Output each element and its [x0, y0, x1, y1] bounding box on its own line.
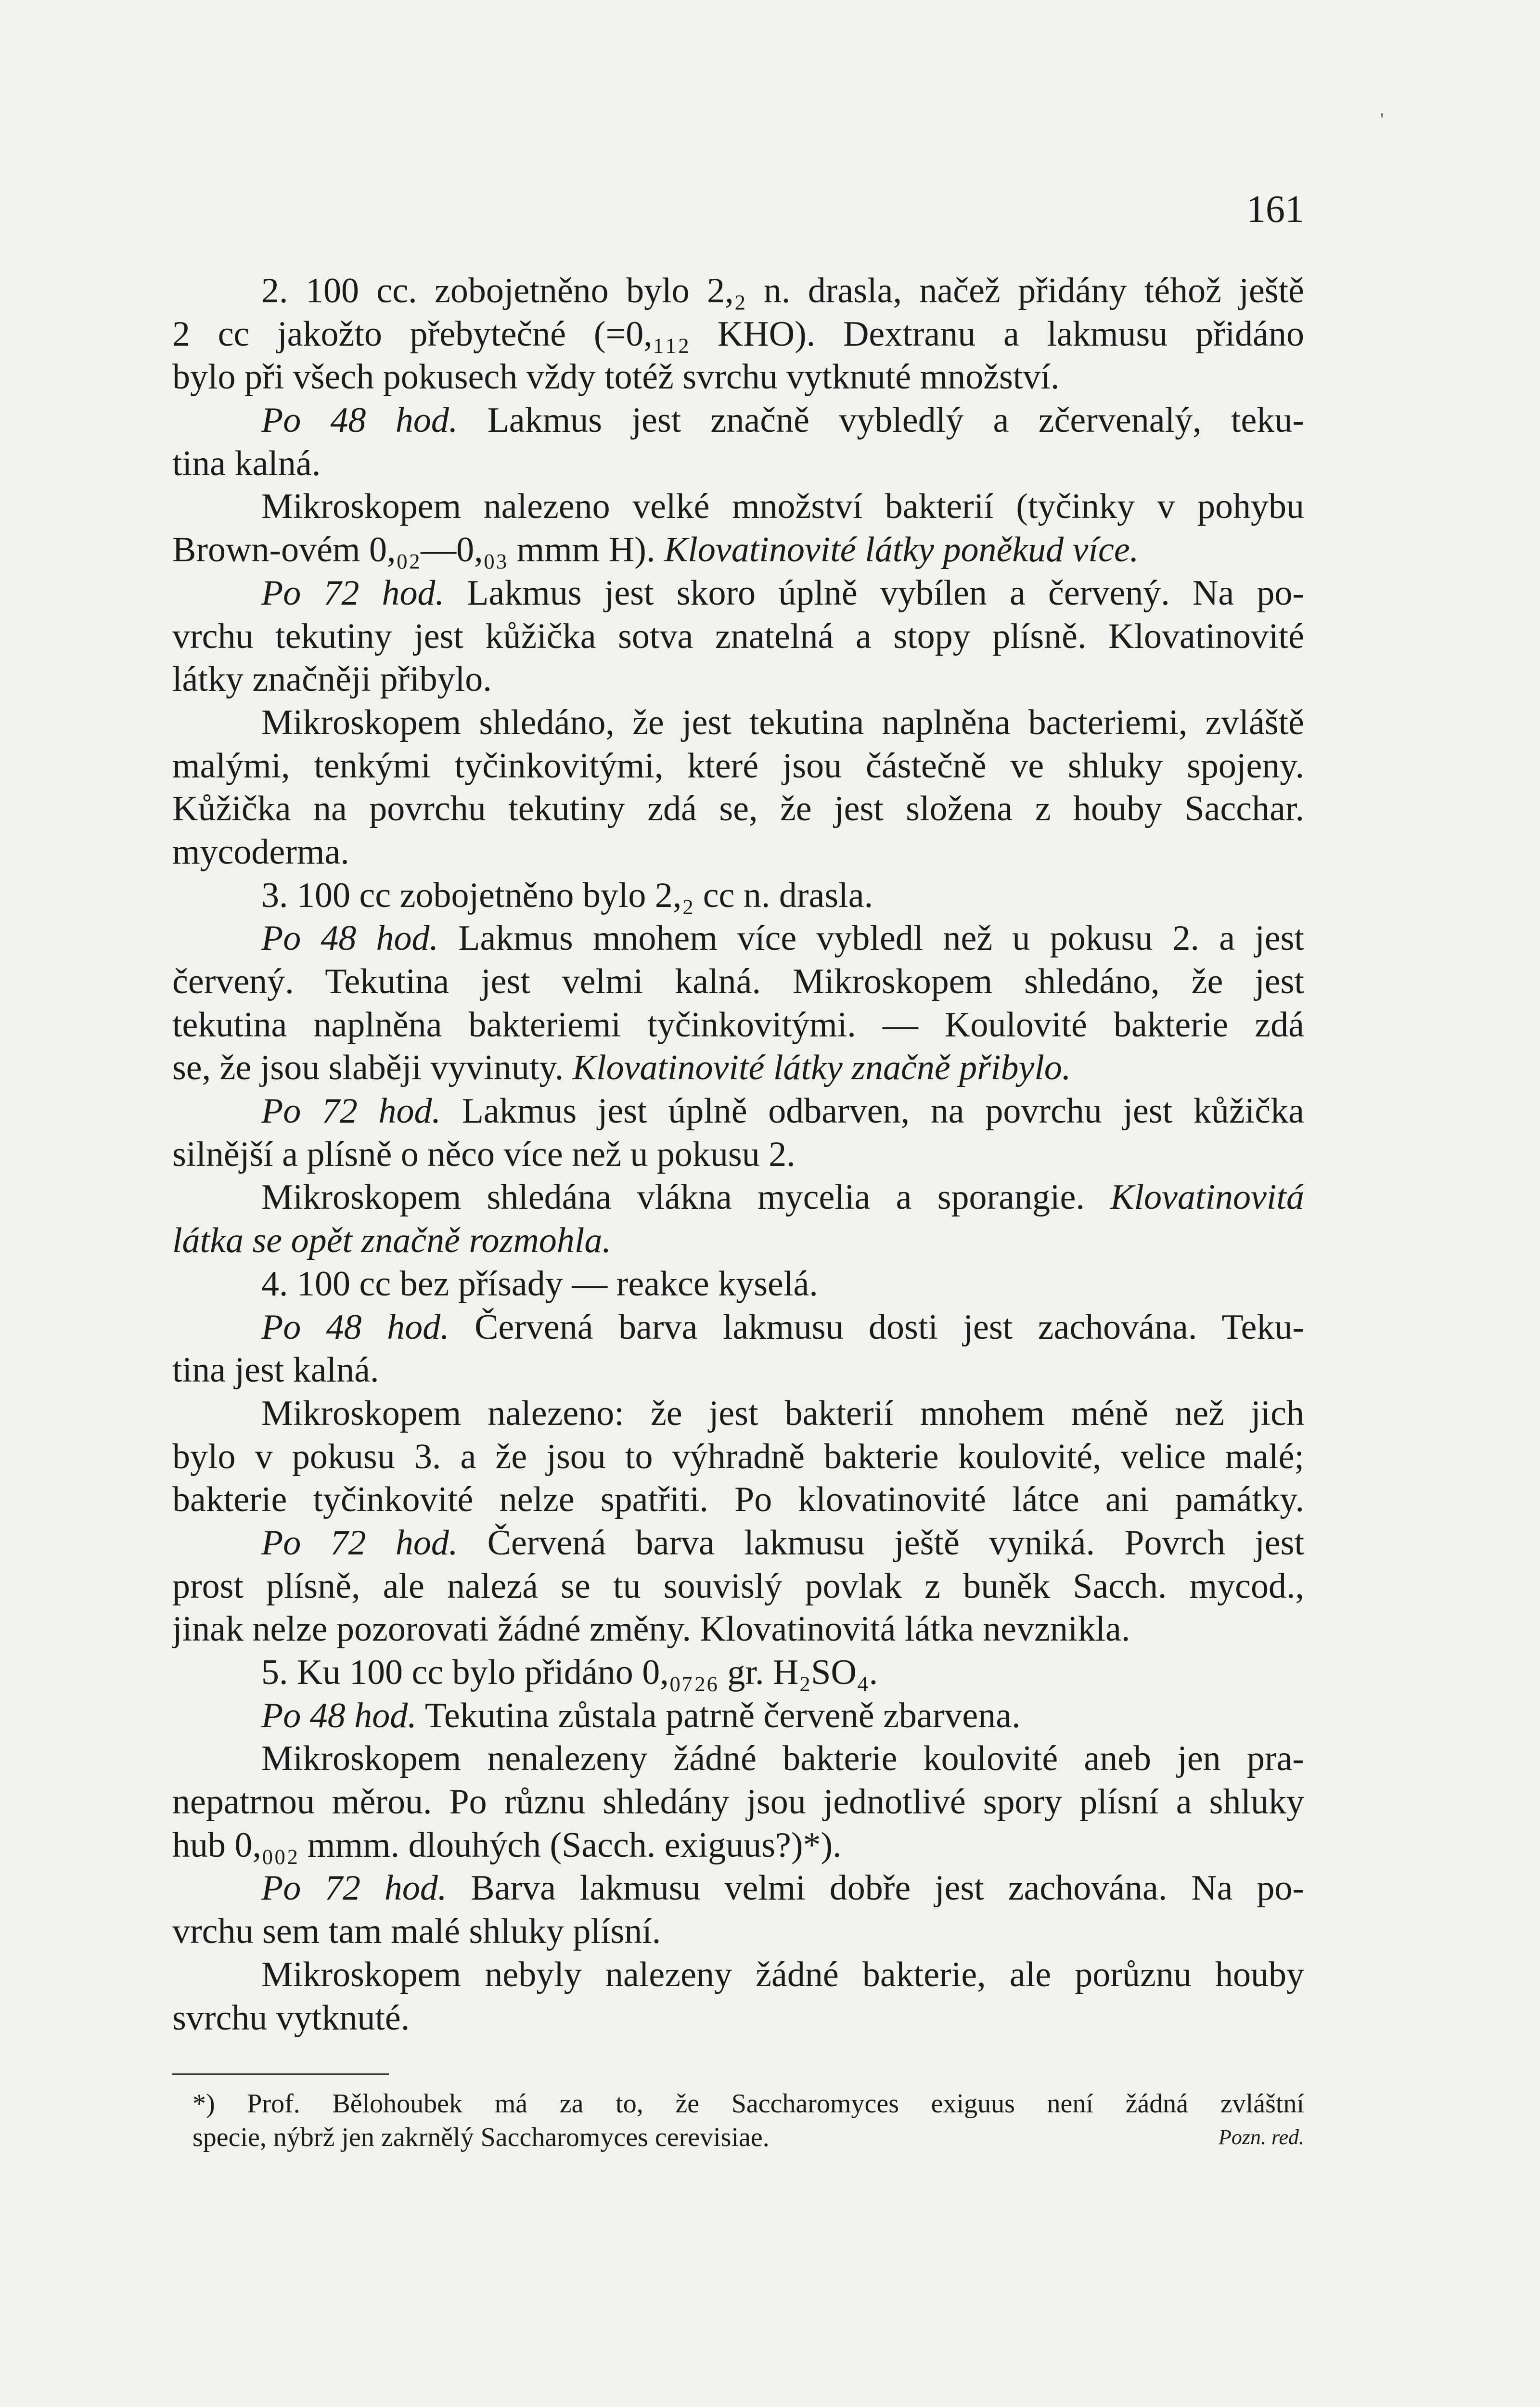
- text-line: mycoderma.: [172, 832, 349, 872]
- text-line: vrchu tekutiny jest kůžička sotva znatelná a stopy plísně. Klovatinovité: [172, 616, 1304, 656]
- text-line: 2 cc jakožto přebytečné (=0,₁₁₂ KHO). Dextranu a lakmusu přidáno: [172, 314, 1304, 354]
- text-line: 4. 100 cc bez přísady — reakce kyselá.: [261, 1264, 818, 1304]
- text-line: Po 72 hod. Lakmus jest úplně odbarven, na povrchu jest kůžička: [261, 1091, 1304, 1131]
- text-line: vrchu sem tam malé shluky plísní.: [172, 1912, 661, 1952]
- text-line: svrchu vytknuté.: [172, 1998, 410, 2038]
- italic-run: Po 48 hod.: [261, 919, 439, 958]
- text-line: Po 48 hod. Lakmus jest značně vybledlý a zčervenalý, teku-: [261, 401, 1304, 440]
- text-line: Po 72 hod. Lakmus jest skoro úplně vybílen a červený. Na po-: [261, 573, 1304, 613]
- text-line: 3. 100 cc zobojetněno bylo 2,₂ cc n. drasla.: [261, 875, 873, 915]
- italic-run: Po 72 hod.: [261, 1868, 447, 1908]
- body-text: [172, 270, 1304, 2040]
- text-line: Po 72 hod. Červená barva lakmusu ještě vyniká. Povrch jest: [261, 1523, 1304, 1563]
- text-line: hub 0,₀₀₂ mmm. dlouhých (Sacch. exiguus?)*).: [172, 1825, 842, 1865]
- text-line: silnější a plísně o něco více než u pokusu 2.: [172, 1134, 796, 1174]
- text-line: Mikroskopem shledána vlákna mycelia a sporangie. Klovatinovitá: [261, 1178, 1304, 1217]
- italic-run: Po 48 hod.: [261, 1307, 449, 1347]
- text-line: Mikroskopem nebyly nalezeny žádné bakterie, ale porůznu houby: [261, 1954, 1304, 1994]
- italic-run: Po 72 hod.: [261, 1091, 441, 1131]
- text-line: Mikroskopem nalezeno: že jest bakterií mnohem méně než jich: [261, 1393, 1304, 1433]
- footnote-line: *) Prof. Bělohoubek má za to, že Saccharomyces exiguus není žádná zvláštní: [192, 2089, 1304, 2119]
- text-line: Po 48 hod. Červená barva lakmusu dosti jest zachována. Teku-: [261, 1307, 1304, 1347]
- text-line: 2. 100 cc. zobojetněno bylo 2,₂ n. drasla, načež přidány téhož ještě: [261, 271, 1304, 311]
- text-line: tina kalná.: [172, 443, 321, 483]
- italic-run: látka se opět značně rozmohla.: [172, 1221, 611, 1261]
- italic-run: Po 48 hod.: [261, 1695, 417, 1735]
- footnote: [192, 2087, 1304, 2154]
- text-line: bylo při všech pokusech vždy totéž svrchu vytknuté množství.: [172, 357, 1060, 397]
- text-line: [172, 1219, 1304, 1263]
- text-line: prost plísně, ale nalezá se tu souvislý povlak z buněk Sacch. mycod.,: [172, 1566, 1304, 1606]
- text-line: jinak nelze pozorovati žádné změny. Klovatinovitá látka nevznikla.: [172, 1609, 1130, 1649]
- text-line: tekutina naplněna bakteriemi tyčinkovitými. — Koulovité bakterie zdá: [172, 1005, 1304, 1045]
- page-number: 161: [1246, 188, 1304, 231]
- italic-run: Po 72 hod.: [261, 1523, 458, 1563]
- footnote-rule: [172, 2073, 389, 2075]
- italic-run: Klovatinovité látky poněkud více.: [664, 530, 1139, 570]
- text-line: nepatrnou měrou. Po různu shledány jsou jednotlivé spory plísní a shluky: [172, 1782, 1304, 1822]
- italic-run: Klovatinovitá: [1110, 1178, 1304, 1217]
- italic-run: Klovatinovité látky značně přibylo.: [572, 1048, 1071, 1088]
- footnote-line-text: specie, nýbrž jen zakrnělý Saccharomyces cerevisiae.: [192, 2122, 770, 2152]
- text-line: Mikroskopem nalezeno velké množství bakterií (tyčinky v pohybu: [261, 487, 1304, 527]
- text-line: bylo v pokusu 3. a že jsou to výhradně bakterie koulovité, velice malé;: [172, 1436, 1304, 1476]
- text-line: Po 48 hod. Lakmus mnohem více vybledl než u pokusu 2. a jest: [261, 919, 1304, 958]
- editor-note: Pozn. red.: [1218, 2125, 1304, 2149]
- text-line: červený. Tekutina jest velmi kalná. Mikroskopem shledáno, že jest: [172, 962, 1304, 1001]
- text-line: 5. Ku 100 cc bylo přidáno 0,₀₇₂₆ gr. H₂SO₄.: [261, 1653, 878, 1692]
- text-line: Po 72 hod. Barva lakmusu velmi dobře jest zachována. Na po-: [261, 1868, 1304, 1908]
- text-line: Po 48 hod. Tekutina zůstala patrně červeně zbarvena.: [261, 1695, 1021, 1735]
- text-line: Mikroskopem shledáno, že jest tekutina naplněna bacteriemi, zvláště: [261, 702, 1304, 742]
- text-line: látky značněji přibylo.: [172, 660, 492, 699]
- text-line: se, že jsou slaběji vyvinuty. Klovatinovité látky značně přibylo.: [172, 1048, 1071, 1088]
- italic-run: Po 48 hod.: [261, 401, 458, 440]
- text-line: Mikroskopem nenalezeny žádné bakterie koulovité aneb jen pra-: [261, 1739, 1304, 1779]
- italic-run: Po 72 hod.: [261, 573, 445, 613]
- text-line: malými, tenkými tyčinkovitými, které jsou částečně ve shluky spojeny.: [172, 746, 1304, 786]
- text-line: Brown-ovém 0,₀₂—0,₀₃ mmm H). Klovatinovité látky poněkud více.: [172, 530, 1139, 570]
- text-line: bakterie tyčinkovité nelze spatřiti. Po klovatinovité látce ani památky.: [172, 1480, 1304, 1520]
- text-line: tina jest kalná.: [172, 1350, 379, 1390]
- text-line: Kůžička na povrchu tekutiny zdá se, že jest složena z houby Sacchar.: [172, 789, 1304, 829]
- footnote-line: [192, 2121, 1304, 2154]
- margin-mark: ': [1380, 109, 1384, 130]
